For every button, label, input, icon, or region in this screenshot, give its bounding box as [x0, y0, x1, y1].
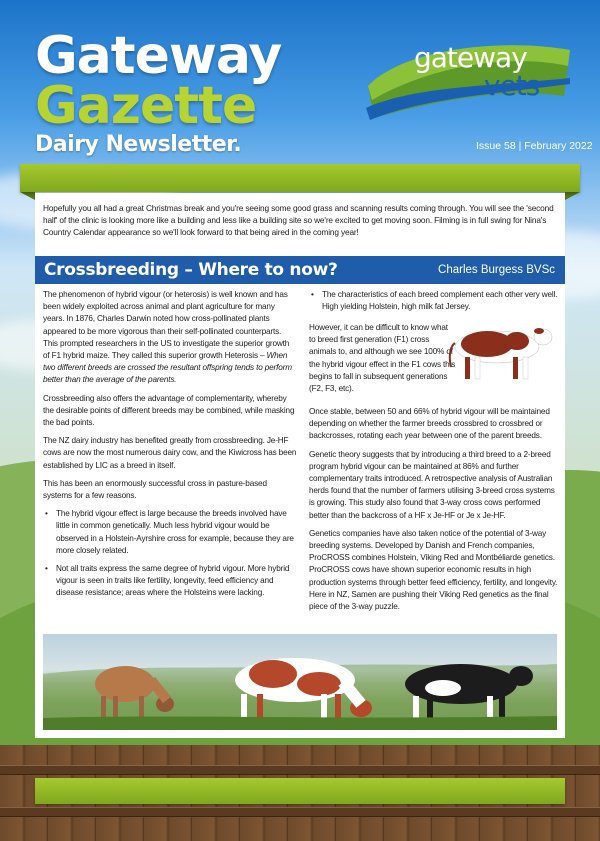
paragraph: Crossbreeding also offers the advantage of complementarity, whereby the desirable points of different breeds may be combined, while masking the bad points. — [43, 393, 295, 428]
article-title-bar — [35, 256, 565, 284]
cows-photo — [43, 634, 557, 730]
fence-rail — [0, 807, 600, 817]
logo-word-gateway: gateway — [414, 41, 527, 74]
cow-illustration-icon — [439, 317, 557, 385]
article-right-column — [309, 406, 561, 619]
bullet-item: • The hybrid vigour effect is large because the breeds involved have little in common genetically. Much less hybrid vigour would be observed in a Holstein-Ayrshire cross for example, because they are more closely related. — [43, 508, 297, 557]
bullet-list — [309, 289, 563, 313]
article-author: Charles Burgess BVSc — [438, 264, 555, 276]
intro-paragraph: Hopefully you all had a great Christmas break and you're seeing some good grass and scanning results coming through. You will see the 'second half' of the clinic is looking more like a building and less like a building site so we're excited to get moving soon. Filming is in full swing for Nina's Country Calendar appearance so we'll look forward to that being aired in the coming year! — [43, 203, 554, 238]
paragraph: Genetic theory suggests that by introducing a third breed to a 2-breed program hybrid vigour can be maintained at 86% and further complementary traits introduced. A retrospective analysis of Australian herds found that the number of farmers utilising 3-breed cross systems is growing. This study also found that 3-way cross cows performed better than the backcross of a HF x Je-HF or Je x Je-HF. — [309, 449, 555, 520]
paragraph: Genetics companies have also taken notice of the potential of 3-way breeding systems. Developed by Danish and French companies, ProCROSS combines Holstein, Viking Red and Montbéliarde genetics. ProCROSS cows have shown superior economic results in high production systems through better feed efficiency, fertility, and longevity. Here in NZ, Samen are pushing their Viking Red genetics as the final piece of the 3-way puzzle. — [309, 528, 558, 612]
paragraph — [43, 289, 297, 387]
bottom-banner — [35, 778, 565, 804]
issue-info: Issue 58 | February 2022 — [476, 140, 593, 152]
paragraph: The NZ dairy industry has benefited greatly from crossbreeding. Je-HF cows are now the most numerous dairy cow, and the Kiwicross has been established by LIC as a breed in itself. — [43, 436, 297, 470]
article-title: Crossbreeding – Where to now? — [44, 260, 338, 280]
article-right-top — [309, 289, 563, 319]
bullet-list — [43, 508, 297, 599]
article-left-column — [43, 289, 297, 606]
gateway-vets-logo — [364, 38, 574, 128]
fence-rail — [0, 765, 600, 775]
main-panel — [35, 193, 565, 738]
masthead — [35, 26, 282, 160]
top-banner — [20, 164, 580, 192]
banner-fold-right — [565, 192, 580, 200]
banner-fold-left — [20, 192, 35, 200]
bullet-item: • The characteristics of each breed complement each other very well. High yielding Holstein, high milk fat Jersey. — [309, 289, 563, 313]
paragraph-text: The phenomenon of hybrid vigour (or heterosis) is well known and has been widely exploited across animal and plant agriculture for many years. In 1876, Charles Darwin noted how cross-pollinated plants appeared to be more vigorous than their self-pollinated counterparts. This prompted researchers in the US to investigate the superior growth of F1 hybrid maize. They called this superior growth Heterosis – — [43, 290, 290, 361]
masthead-title-gateway: Gateway — [35, 26, 282, 86]
cows-photo-icon — [43, 634, 557, 730]
paragraph-italic-text: When two different breeds are crossed the resultant offspring tends to perform better than the average of the parents. — [43, 351, 292, 385]
masthead-subtitle: Dairy Newsletter. — [35, 132, 242, 157]
masthead-title-gazette: Gazette — [35, 76, 257, 136]
bullet-item: • Not all traits express the same degree of hybrid vigour. More hybrid vigour is seen in traits like fertility, longevity, feed efficiency and disease resistance; areas where the Holsteins were lacking. — [43, 563, 297, 600]
paragraph: Once stable, between 50 and 66% of hybrid vigour will be maintained depending on whether the farmer breeds crossbred to crossbred or backcrosses, rotating each year between one of the parent breeds. — [309, 407, 550, 441]
article-right-wrap-text: However, it can be difficult to know what to breed first generation (F1) cross animals to, and although we see 100% of the hybrid vigour effect in the F1 cows this begins to fall in subsequent generations (F2, F3, etc). — [309, 323, 456, 394]
logo-word-vets: vets — [484, 69, 540, 102]
paragraph: This has been an enormously successful cross in pasture-based systems for a few reasons. — [43, 478, 267, 501]
